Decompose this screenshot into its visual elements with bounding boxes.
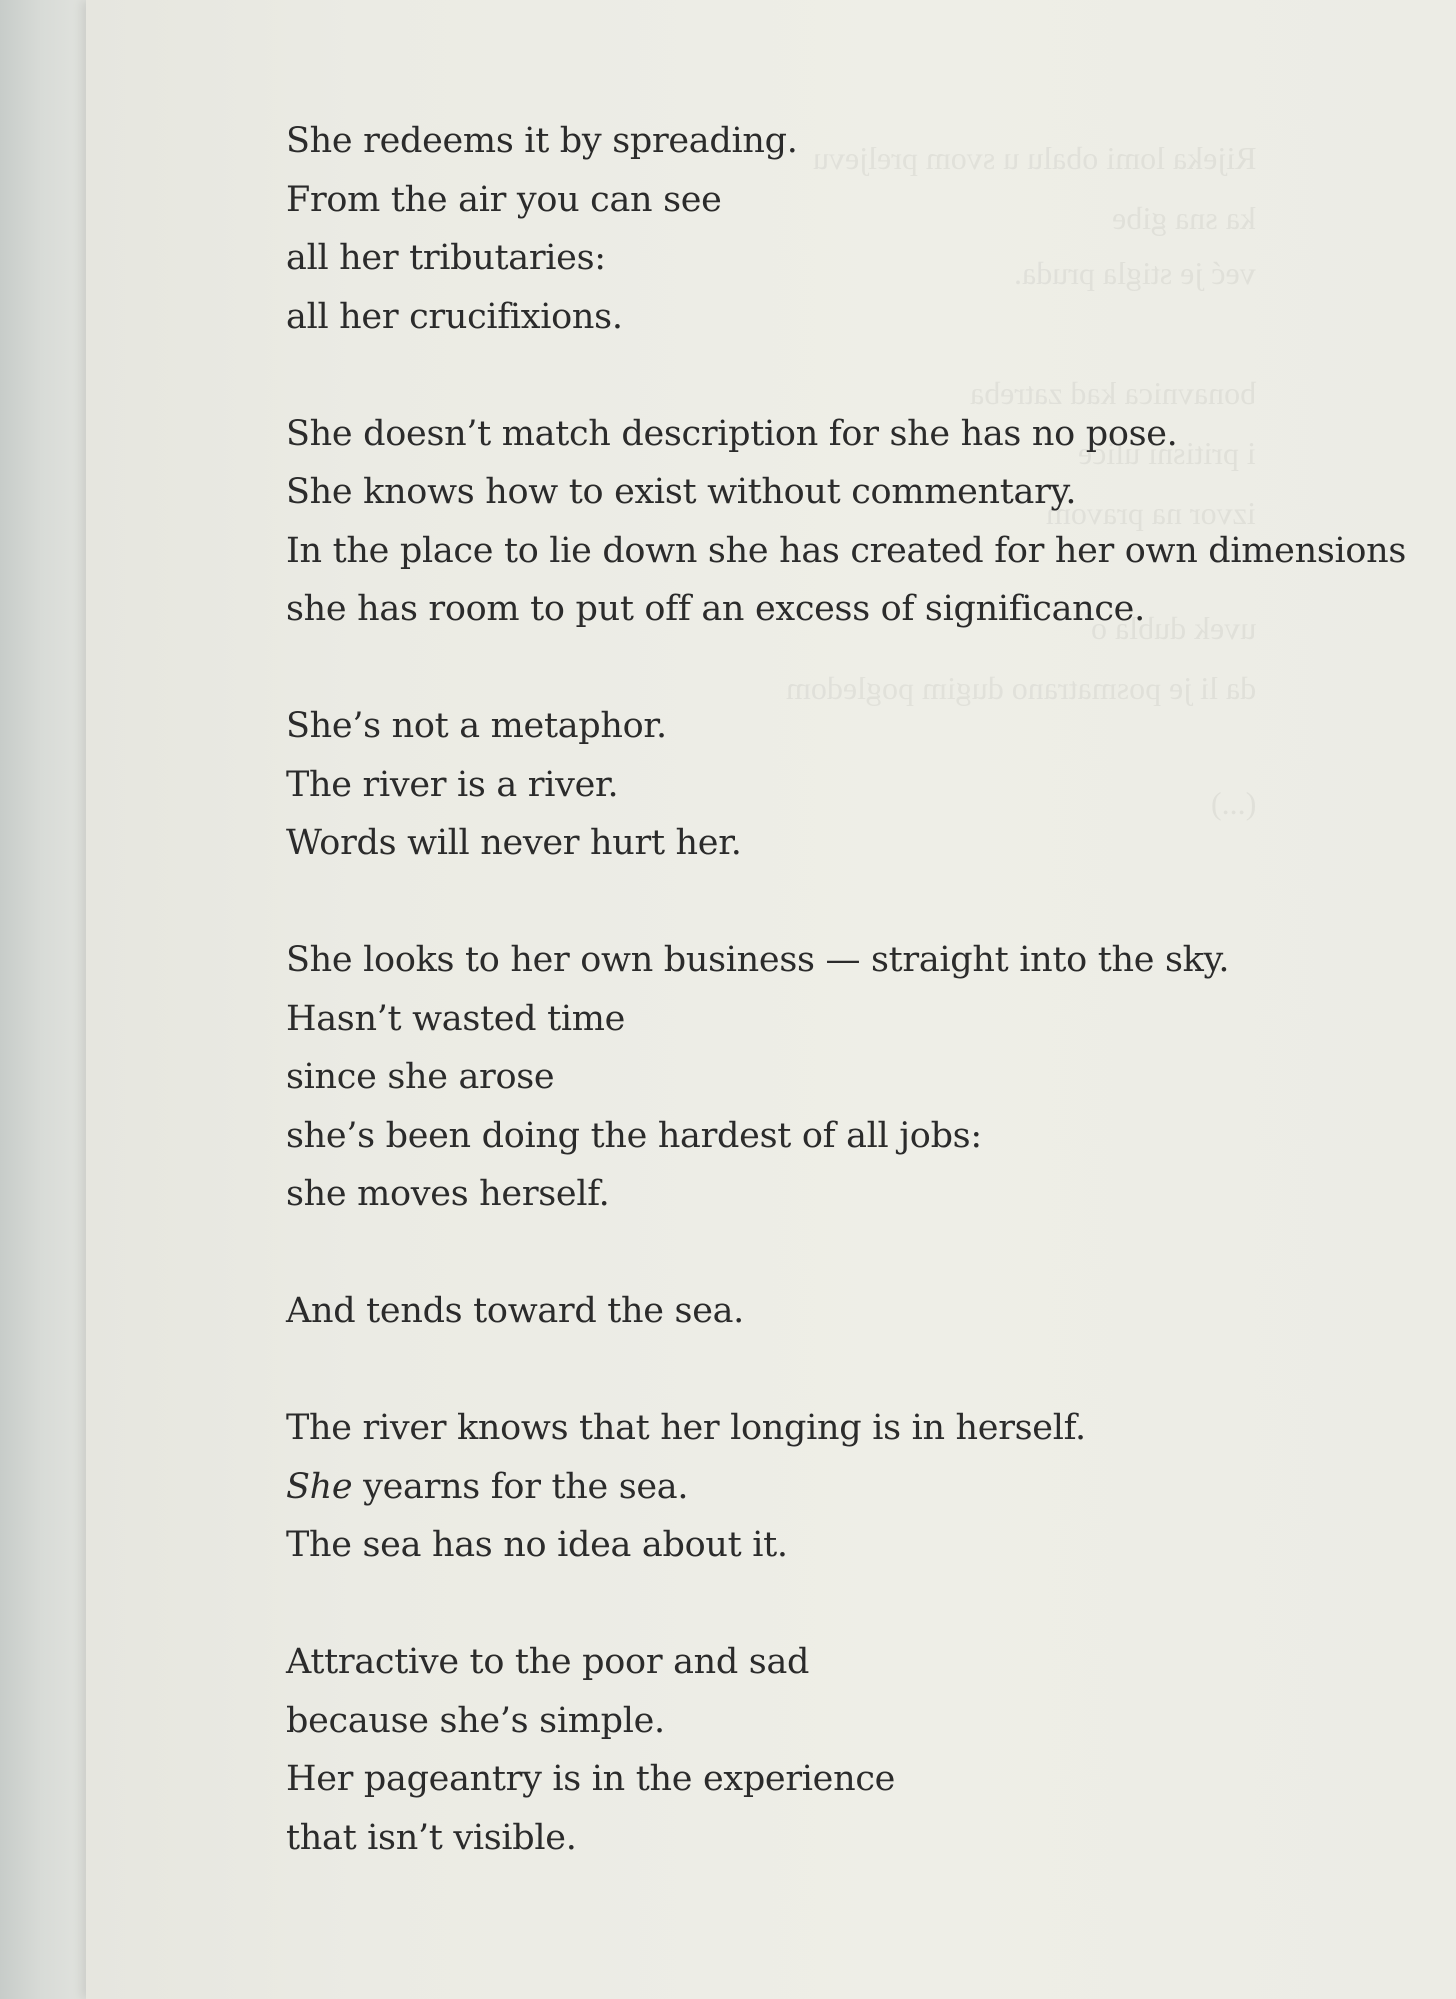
poem-line: The river knows that her longing is in herself. [286,1408,1086,1448]
book-page [86,0,1456,1999]
stanza-3 [286,697,1406,873]
stanza-1 [286,112,1406,346]
show-through-line: Rijeka lomi obalu u svom preljevu [812,140,1256,176]
stanza-6 [286,1399,1406,1575]
poem-line: From the air you can see [286,179,722,220]
poem-line: Attractive to the poor and sad [286,1642,810,1682]
stanza-2 [286,405,1406,639]
poem-line: She looks to her own business — straight into the sky. [286,940,1230,980]
poem-line: all her tributaries: [286,238,606,278]
poem-line: In the place to lie down she has created for her own dimensions [286,530,1407,571]
show-through-line: ka sna gibe [1112,200,1256,236]
stanza-7 [286,1633,1406,1867]
poem-line: She redeems it by spreading. [286,121,798,161]
show-through-line: i pritisni ulice [1078,435,1256,471]
poem-line: She doesn’t match description for she has no pose. [286,413,1178,454]
poem-line: all her crucifixions. [286,296,623,337]
poem-line: Her pageantry is in the experience [286,1759,896,1799]
italic-emphasis: She [286,1466,353,1507]
poem-line [286,1458,1406,1517]
show-through-line: izvor na pravom [1046,495,1256,531]
adjacent-page-edge [0,0,92,1999]
poem-line: she has room to put off an excess of significance. [286,589,1145,629]
poem-line: The sea has no idea about it. [286,1525,788,1565]
poem-line: The river is a river. [286,764,619,805]
poem-line: because she’s simple. [286,1700,665,1741]
poem-line: Words will never hurt her. [286,823,742,863]
poem-line: She knows how to exist without commentary. [286,472,1077,512]
stanza-5 [286,1282,1406,1341]
show-through-line: da li je posmatrano dugim pogledom [785,670,1256,706]
show-through-line: već je stigla pruda. [1014,255,1256,291]
poem-line: Hasn’t wasted time [286,998,626,1039]
poem-line: that isn’t visible. [286,1817,577,1858]
poem-line: she’s been doing the hardest of all jobs: [286,1115,982,1156]
line-remainder: yearns for the sea. [352,1466,689,1507]
poem-line: she moves herself. [286,1174,610,1214]
poem-line: She’s not a metaphor. [286,706,667,746]
show-through-line: (...) [1210,785,1256,821]
poem-line: since she arose [286,1057,555,1097]
poem-line: And tends toward the sea. [286,1291,744,1331]
show-through-line: bonavnica kad zatreba [969,375,1256,411]
show-through-line: uvek dubla o [1090,610,1256,646]
poem-body [286,112,1406,1926]
stanza-4 [286,931,1406,1224]
